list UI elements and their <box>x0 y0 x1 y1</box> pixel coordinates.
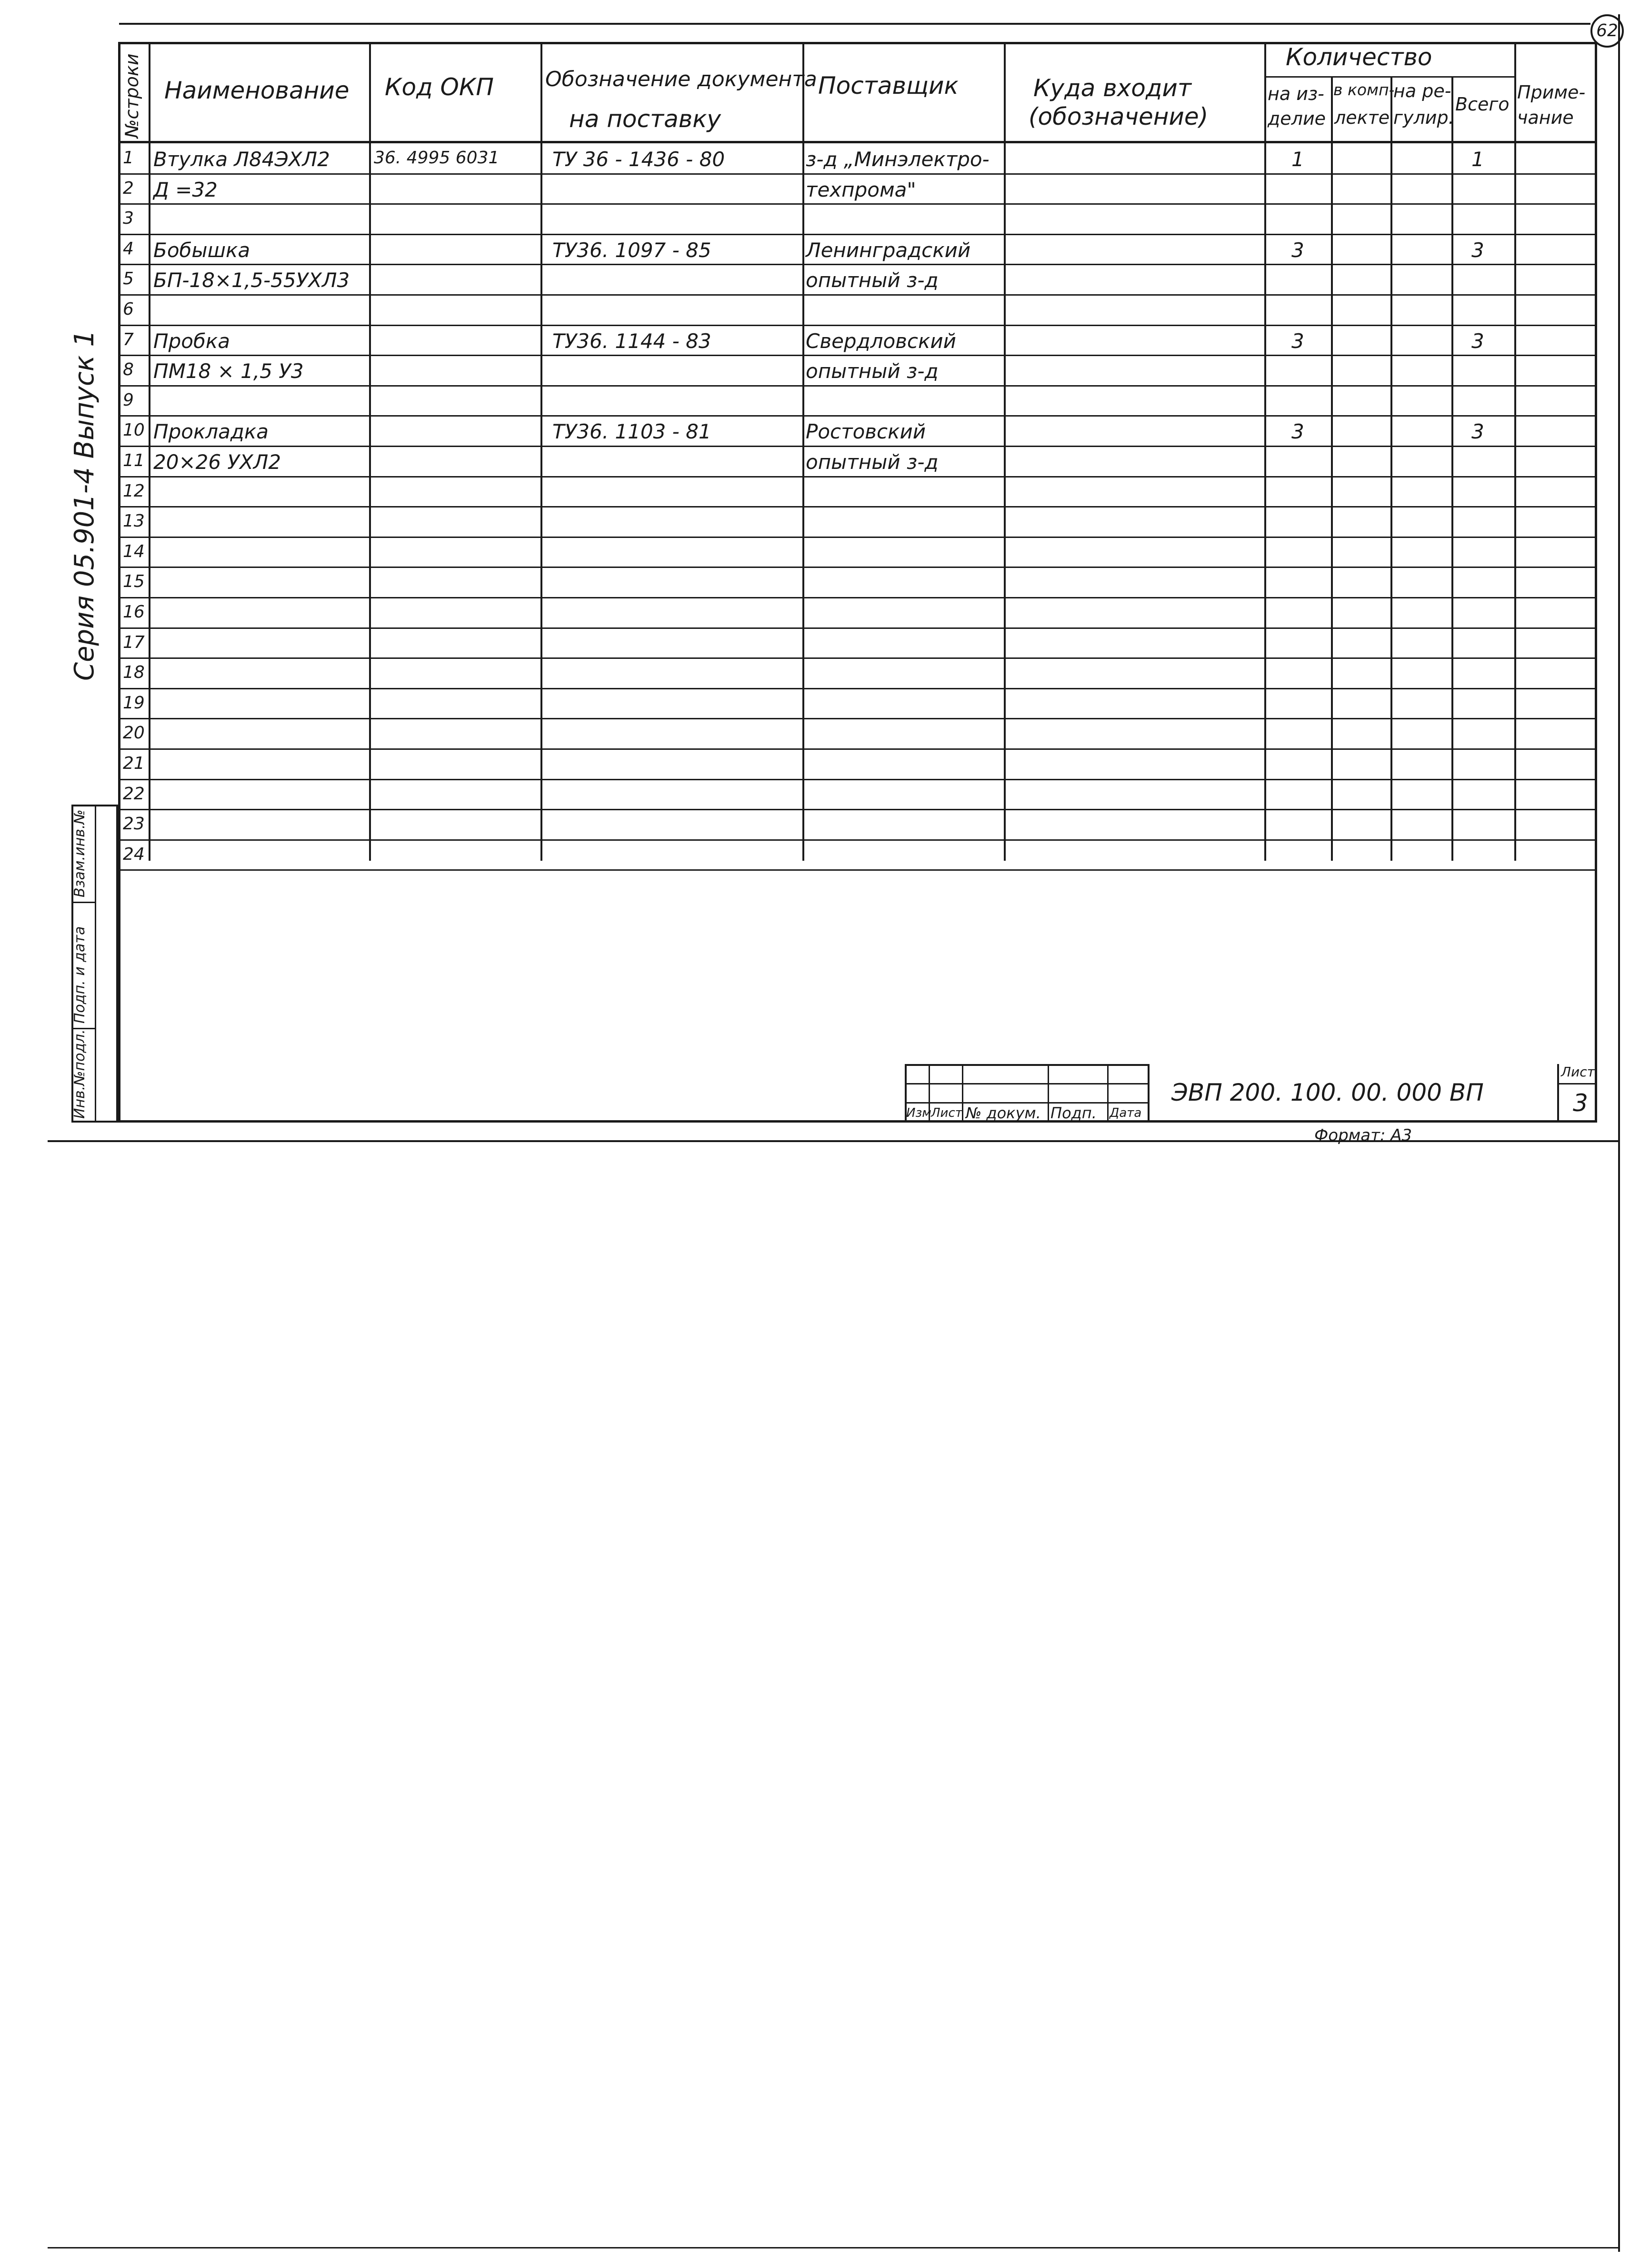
header-okp-code: Код ОКП <box>385 73 494 101</box>
row-line <box>118 506 1597 507</box>
header-row-no: №строки <box>121 53 142 138</box>
header-supplier: Поставщик <box>818 72 959 99</box>
stamp-inv-label: Инв.№подл. <box>71 1029 88 1119</box>
row-name: БП-18×1,5-55УХЛ3 <box>153 269 350 292</box>
row-name: Пробка <box>153 329 230 353</box>
row-supplier: Свердловский <box>806 329 956 353</box>
row-line <box>118 567 1597 568</box>
stamp-sign-label: Подп. и дата <box>71 926 88 1024</box>
header-bottom-line <box>118 141 1597 143</box>
row-name: ПМ18 × 1,5 У3 <box>153 359 304 383</box>
row-qty-total: 1 <box>1471 148 1484 171</box>
header-note-l2: чание <box>1517 107 1574 128</box>
row-line <box>118 385 1597 387</box>
tb-col-doc: № докум. <box>966 1104 1041 1122</box>
header-qty-adjust-l1: на ре- <box>1393 80 1451 101</box>
row-line <box>118 325 1597 326</box>
row-qty-product: 1 <box>1291 148 1304 171</box>
row-line <box>118 597 1597 598</box>
row-number: 17 <box>123 633 145 652</box>
row-number: 14 <box>123 542 145 561</box>
tb-col-rev: Изм <box>906 1106 931 1120</box>
row-supplier: опытный з-д <box>806 269 939 292</box>
row-number: 23 <box>123 814 145 834</box>
row-number: 21 <box>123 754 145 773</box>
row-supplier: Ленинградский <box>806 239 971 262</box>
row-supplier: опытный з-д <box>806 450 939 474</box>
row-number: 24 <box>123 845 145 864</box>
header-where-line2: (обозначение) <box>1029 103 1209 130</box>
tb-col-sheet: Лист <box>931 1106 962 1120</box>
page-number: 62 <box>1590 14 1624 48</box>
row-line <box>118 627 1597 629</box>
row-number: 20 <box>123 723 145 743</box>
header-name: Наименование <box>164 77 350 104</box>
row-line <box>118 476 1597 477</box>
header-doc-line2: на поставку <box>569 105 721 133</box>
row-line <box>118 294 1597 296</box>
row-number: 2 <box>123 179 134 198</box>
row-line <box>118 779 1597 780</box>
row-qty-total: 3 <box>1471 239 1484 262</box>
row-qty-total: 3 <box>1471 420 1484 443</box>
row-qty-product: 3 <box>1291 329 1304 353</box>
row-line <box>118 718 1597 719</box>
row-number: 22 <box>123 784 145 804</box>
row-name: Д =32 <box>153 178 218 201</box>
row-number: 4 <box>123 239 134 259</box>
sheet-right-edge <box>1618 14 1620 2252</box>
row-line <box>118 809 1597 810</box>
row-number: 1 <box>123 148 134 168</box>
header-where-line1: Куда входит <box>1033 74 1192 102</box>
header-qty-total: Всего <box>1455 94 1510 115</box>
row-supplier: Ростовский <box>806 420 926 443</box>
row-line <box>118 173 1597 175</box>
row-line <box>118 234 1597 235</box>
row-line <box>118 355 1597 356</box>
format-label: Формат: А3 <box>1314 1126 1412 1145</box>
header-qty-set-l2: лекте <box>1334 107 1390 128</box>
row-number: 11 <box>123 451 145 470</box>
row-line <box>118 688 1597 689</box>
series-label: Серия 05.901-4 Выпуск 1 <box>69 330 100 681</box>
header-qty-adjust-l2: гулир. <box>1393 107 1454 128</box>
row-supplier: техпрома" <box>806 178 916 201</box>
row-supplier: опытный з-д <box>806 359 939 383</box>
row-line <box>118 657 1597 659</box>
header-qty-set-l1: в комп- <box>1333 80 1395 99</box>
header-qty-product-l2: делие <box>1268 108 1326 129</box>
row-qty-total: 3 <box>1471 329 1484 353</box>
row-line <box>118 839 1597 841</box>
sheet-lower-edge <box>48 2247 1619 2248</box>
row-number: 9 <box>123 390 134 410</box>
row-number: 3 <box>123 209 134 228</box>
row-number: 7 <box>123 330 134 349</box>
header-qty-product-l1: на из- <box>1268 83 1324 104</box>
document-designation: ЭВП 200. 100. 00. 000 ВП <box>1171 1079 1484 1106</box>
row-line <box>118 203 1597 205</box>
row-number: 18 <box>123 663 145 682</box>
row-line <box>118 537 1597 538</box>
row-supplier: з-д „Минэлектро- <box>806 148 990 171</box>
row-number: 12 <box>123 481 145 501</box>
sheet-number: 3 <box>1573 1089 1588 1117</box>
row-name: Бобышка <box>153 239 250 262</box>
row-number: 16 <box>123 602 145 622</box>
row-doc: ТУ 36 - 1436 - 80 <box>552 148 725 171</box>
row-name: Втулка Л84ЭХЛ2 <box>153 148 330 171</box>
row-doc: ТУ36. 1144 - 83 <box>552 329 711 353</box>
row-line <box>118 748 1597 750</box>
row-line <box>118 446 1597 447</box>
header-qty-group: Количество <box>1286 43 1432 71</box>
row-qty-product: 3 <box>1291 420 1304 443</box>
row-line <box>118 869 1597 871</box>
tb-col-date: Дата <box>1110 1106 1142 1120</box>
row-number: 19 <box>123 693 145 713</box>
row-number: 10 <box>123 420 145 440</box>
header-note-l1: Приме- <box>1517 82 1586 103</box>
header-doc-line1: Обозначение документа <box>545 67 817 91</box>
row-okp-code: 36. 4995 6031 <box>374 148 500 168</box>
stamp-replace-label: Взам.инв.№ <box>71 809 88 897</box>
row-name: 20×26 УХЛ2 <box>153 450 281 474</box>
row-doc: ТУ36. 1097 - 85 <box>552 239 711 262</box>
row-line <box>118 264 1597 265</box>
sheet-top-line <box>119 23 1590 25</box>
row-number: 8 <box>123 360 134 379</box>
row-number: 13 <box>123 511 145 531</box>
tb-col-sign: Подп. <box>1050 1104 1097 1122</box>
row-line <box>118 415 1597 417</box>
row-qty-product: 3 <box>1291 239 1304 262</box>
row-name: Прокладка <box>153 420 269 443</box>
row-doc: ТУ36. 1103 - 81 <box>552 420 711 443</box>
row-number: 6 <box>123 299 134 319</box>
row-number: 5 <box>123 269 134 288</box>
sheet-label: Лист <box>1561 1064 1595 1080</box>
row-number: 15 <box>123 572 145 591</box>
